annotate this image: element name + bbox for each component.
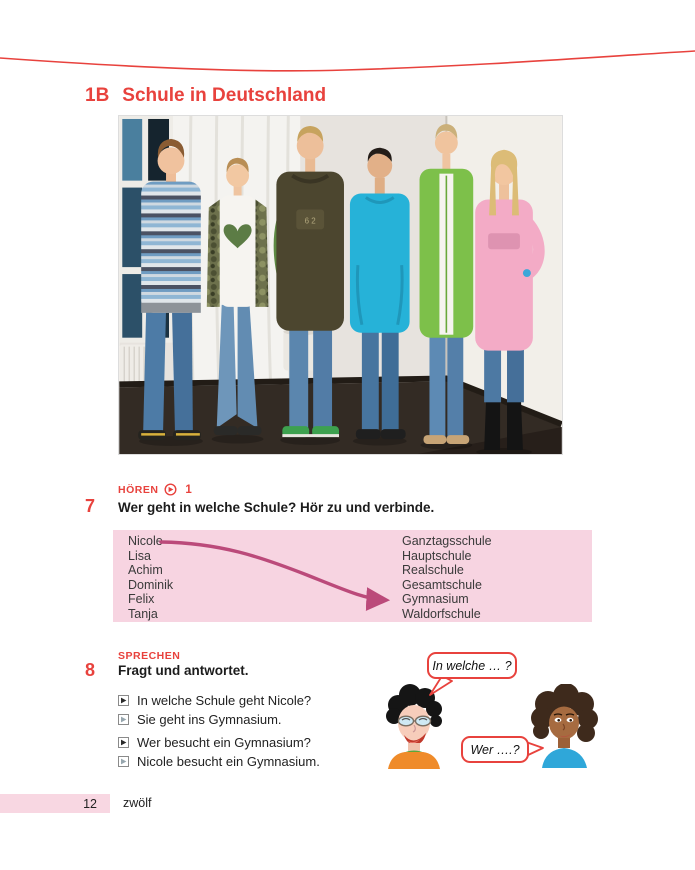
name-item: Tanja xyxy=(128,606,158,621)
speaker-b-icon xyxy=(118,756,129,767)
skill-label-sprechen: SPRECHEN xyxy=(118,650,181,662)
dialogue-text: In welche Schule geht Nicole? xyxy=(137,693,312,708)
speaker-b-icon xyxy=(118,714,129,725)
speech-bubble-boy-text: In welche … ? xyxy=(432,658,512,673)
name-item: Nicole xyxy=(128,534,163,548)
name-item: Lisa xyxy=(128,548,151,563)
page-number-bar xyxy=(0,794,110,813)
school-item: Gymnasium xyxy=(402,592,469,607)
school-item: Gesamtschule xyxy=(402,577,482,592)
page-number-word: zwölf xyxy=(123,796,152,810)
name-item: Dominik xyxy=(128,577,174,592)
dialogue-block-1 xyxy=(118,693,311,727)
dialogue-line xyxy=(118,735,320,750)
matching-exercise-box xyxy=(113,530,592,622)
svg-text:6 2: 6 2 xyxy=(304,216,316,226)
speaker-a-icon xyxy=(118,737,129,748)
name-item: Felix xyxy=(128,592,155,607)
connection-arrow-nicole-gymnasium xyxy=(113,530,592,622)
chapter-number: 1B xyxy=(85,85,110,106)
dialogue-line xyxy=(118,712,311,727)
exercise-8-skill xyxy=(118,650,180,662)
school-item: Waldorfschule xyxy=(402,606,481,621)
exercise-8-instruction: Fragt und antwortet. xyxy=(118,663,249,678)
class-photo xyxy=(118,115,563,455)
speech-bubble-boy xyxy=(427,652,517,679)
speaker-a-icon xyxy=(118,695,129,706)
exercise-7-instruction: Wer geht in welche Schule? Hör zu und verbinde. xyxy=(118,500,435,515)
cd-audio-icon xyxy=(164,483,177,496)
audio-track-number: 1 xyxy=(185,483,193,496)
dialogue-text: Wer besucht ein Gymnasium? xyxy=(137,735,311,750)
page-number: 12 xyxy=(83,796,97,811)
names-column xyxy=(128,534,173,622)
dialogue-block-2 xyxy=(118,735,320,769)
exercise-8-number: 8 xyxy=(85,660,96,680)
page-title xyxy=(85,85,326,107)
schools-column xyxy=(402,534,492,622)
school-item: Ganztagsschule xyxy=(402,534,492,548)
exercise-7-number: 7 xyxy=(85,496,96,516)
school-item: Hauptschule xyxy=(402,548,472,563)
chapter-title: Schule in Deutschland xyxy=(122,85,327,106)
speech-bubble-girl xyxy=(461,736,529,763)
dialogue-line xyxy=(118,754,320,769)
skill-label-hoeren: HÖREN xyxy=(118,483,159,496)
speech-bubble-girl-text: Wer ….? xyxy=(470,742,520,757)
exercise-7-skill xyxy=(118,483,192,496)
dialogue-text: Nicole besucht ein Gymnasium. xyxy=(137,754,320,769)
name-item: Achim xyxy=(128,563,163,578)
dialogue-line xyxy=(118,693,311,708)
school-item: Realschule xyxy=(402,563,464,578)
dialogue-text: Sie geht ins Gymnasium. xyxy=(137,712,282,727)
top-wave-line xyxy=(0,0,695,80)
